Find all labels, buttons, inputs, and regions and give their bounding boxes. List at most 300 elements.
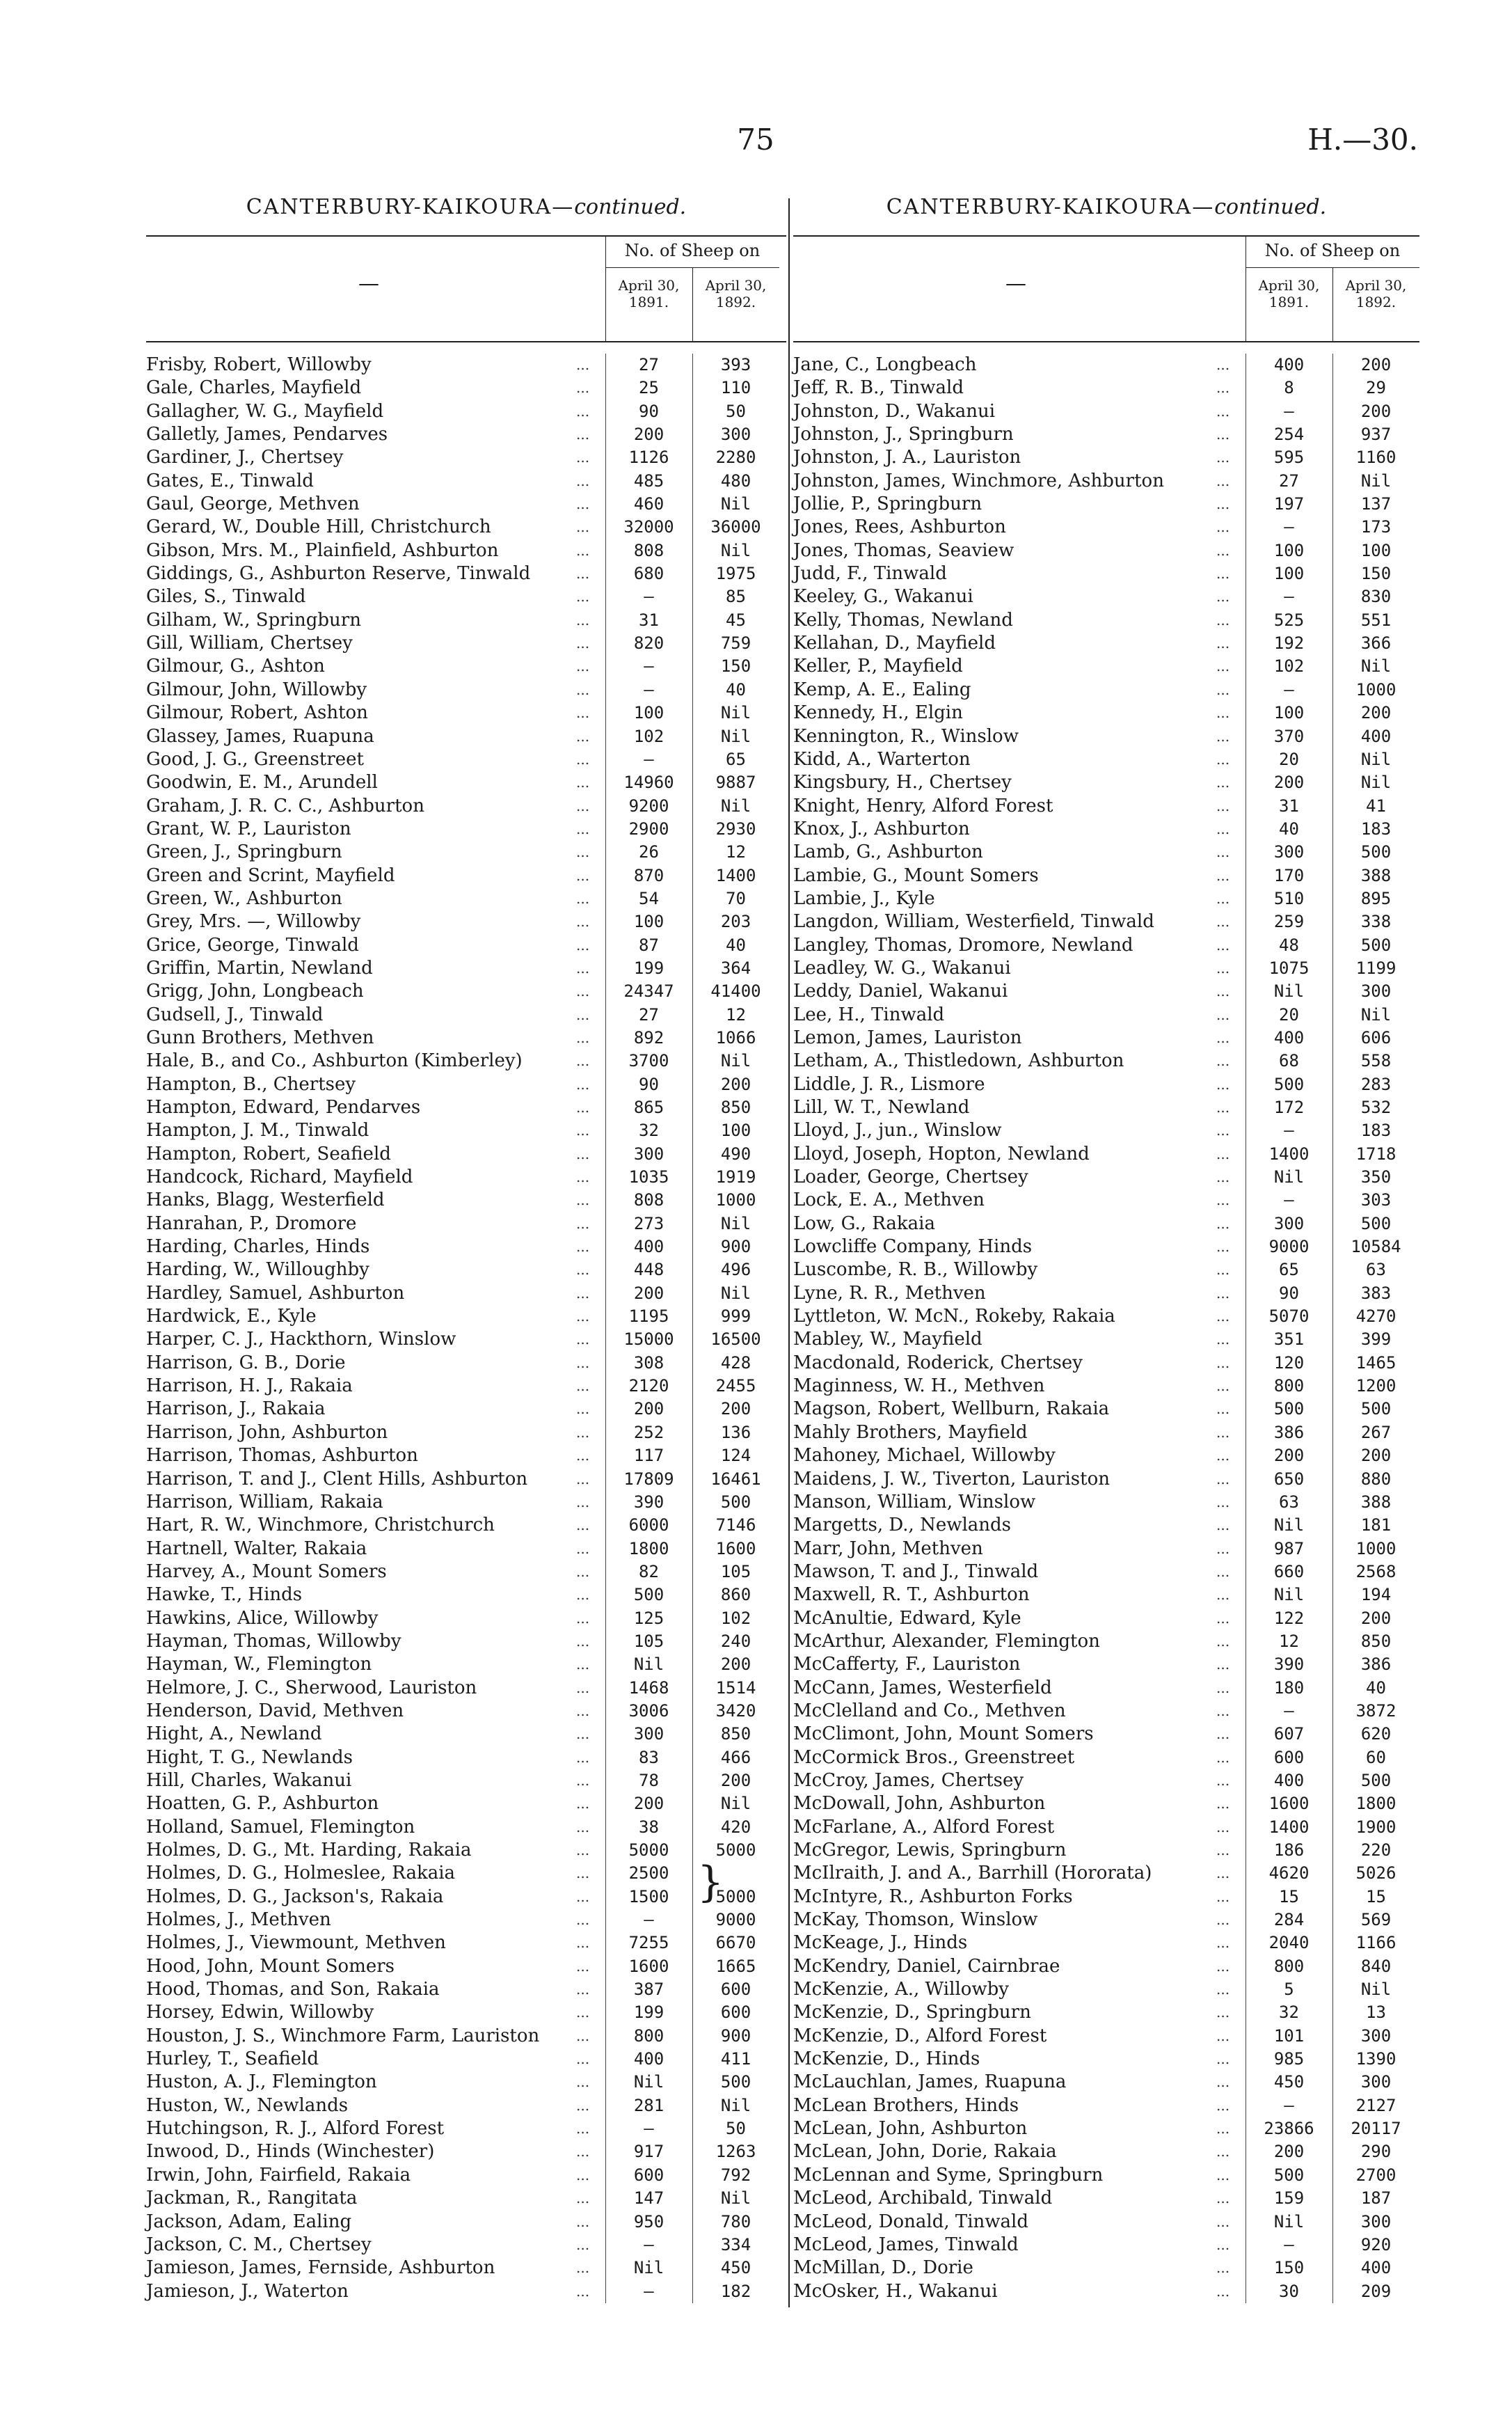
sheep-1892-value: Nil — [720, 2188, 751, 2209]
leader-dots: ... — [1216, 1865, 1230, 1882]
table-row — [146, 1862, 786, 1885]
sheep-1892-value: 428 — [720, 1352, 751, 1373]
sheep-1891-value: 17809 — [623, 1469, 674, 1489]
table-row — [793, 1839, 1419, 1862]
row-name: McLeod, Archibald, Tinwald — [793, 2188, 1053, 2209]
row-name: McLean, John, Ashburton — [793, 2118, 1028, 2140]
row-name: McLeod, Donald, Tinwald — [793, 2211, 1029, 2232]
table-row — [793, 1514, 1419, 1537]
sheep-1891-value: 125 — [633, 1608, 665, 1628]
row-name: Huston, W., Newlands — [146, 2094, 349, 2116]
sheep-1892-value: 780 — [720, 2211, 751, 2232]
column-rule — [1332, 354, 1333, 2303]
row-name: Kellahan, D., Mayfield — [793, 633, 996, 654]
row-name: Magson, Robert, Wellburn, Rakaia — [793, 1398, 1110, 1420]
sheep-1891-value: 450 — [1273, 2072, 1305, 2092]
row-name: Lee, H., Tinwald — [793, 1004, 945, 1025]
table-row — [146, 2164, 786, 2187]
sheep-1891-value: 200 — [633, 1794, 665, 1814]
table-row — [146, 562, 786, 585]
sheep-1891-value: 105 — [633, 1631, 665, 1651]
table-row — [146, 1607, 786, 1630]
sheep-1892-value: 830 — [1360, 587, 1392, 607]
sheep-1892-value: 105 — [720, 1561, 751, 1581]
row-name: Horsey, Edwin, Willowby — [146, 2002, 374, 2023]
leader-dots: ... — [576, 1308, 590, 1325]
row-name: Green, J., Springburn — [146, 842, 342, 863]
table-row — [146, 841, 786, 864]
row-name: McLean, John, Dorie, Rakaia — [793, 2141, 1057, 2163]
sheep-1891-value: Nil — [1273, 1585, 1305, 1605]
row-name: Gerard, W., Double Hill, Christchurch — [146, 516, 491, 538]
table-row — [146, 1212, 786, 1235]
sheep-1891-value: 987 — [1273, 1538, 1305, 1558]
row-name: Hurley, T., Seafield — [146, 2048, 319, 2070]
leader-dots: ... — [576, 704, 590, 722]
sheep-1892-value: 420 — [720, 1817, 751, 1837]
table-row — [146, 702, 786, 725]
table-row — [146, 2001, 786, 2024]
sheep-1892-value: 3420 — [715, 1700, 756, 1721]
table-row — [793, 1955, 1419, 1978]
sheep-1891-value: 199 — [633, 2003, 665, 2023]
sheep-1891-value: 90 — [1279, 1283, 1299, 1303]
table-row — [146, 1119, 786, 1142]
table-row — [146, 1839, 786, 1862]
sheep-1892-value: 1066 — [715, 1027, 756, 1048]
sheep-1891-value: 15 — [1279, 1886, 1299, 1906]
table-row — [793, 887, 1419, 910]
leader-dots: ... — [1216, 1192, 1230, 1209]
row-name: Harrison, H. J., Rakaia — [146, 1375, 353, 1397]
sheep-1892-value: 480 — [720, 471, 751, 491]
leader-dots: ... — [576, 635, 590, 652]
table-row — [793, 655, 1419, 678]
table-row — [793, 446, 1419, 469]
sheep-1891-value: 38 — [639, 1817, 659, 1837]
sheep-1892-value: 937 — [1360, 425, 1392, 445]
sheep-1891-value: 400 — [633, 1237, 665, 1257]
sheep-1891-value: 386 — [1273, 1422, 1305, 1442]
leader-dots: ... — [1216, 426, 1230, 443]
leader-dots: ... — [1216, 2190, 1230, 2207]
sheep-1892-value: 200 — [1360, 401, 1392, 421]
table-row — [146, 934, 786, 957]
row-name: Houston, J. S., Winchmore Farm, Lauriston — [146, 2025, 540, 2046]
sheep-1891-value: 9000 — [1268, 1237, 1310, 1257]
sheep-1891-value: 5 — [1284, 1980, 1294, 2000]
sheep-1891-value: 510 — [1273, 888, 1305, 908]
row-name: Jeff, R. B., Tinwald — [793, 377, 964, 399]
table-row — [146, 1050, 786, 1073]
sheep-1892-value: 500 — [720, 2072, 751, 2092]
table-row — [793, 609, 1419, 632]
sheep-1891-value: — — [644, 1910, 654, 1930]
leader-dots: ... — [576, 1540, 590, 1557]
leader-dots: ... — [576, 1563, 590, 1580]
row-name: Keeley, G., Wakanui — [793, 586, 973, 608]
sheep-1892-value: 183 — [1360, 819, 1392, 839]
leader-dots: ... — [1216, 1331, 1230, 1348]
table-row — [146, 1514, 786, 1537]
row-name: Maxwell, R. T., Ashburton — [793, 1584, 1030, 1606]
table-row — [793, 377, 1419, 400]
table-row — [146, 771, 786, 794]
sheep-1891-value: 15000 — [623, 1329, 674, 1350]
leader-dots: ... — [576, 1354, 590, 1371]
sheep-1891-value: 20 — [1279, 1004, 1299, 1025]
sheep-1892-value: 63 — [1366, 1260, 1386, 1280]
sheep-1892-value: 500 — [720, 1492, 751, 1512]
leader-dots: ... — [576, 2236, 590, 2253]
row-name: Holmes, J., Methven — [146, 1909, 331, 1931]
leader-dots: ... — [576, 2190, 590, 2207]
sheep-1891-value: 100 — [1273, 703, 1305, 723]
left-date-1892: April 30, 1892. — [705, 277, 767, 310]
table-row — [146, 1583, 786, 1606]
row-name: Grigg, John, Longbeach — [146, 981, 364, 1002]
sheep-1891-value: — — [1284, 401, 1294, 421]
sheep-1891-value: Nil — [1273, 981, 1305, 1002]
sheep-1891-value: Nil — [1273, 1167, 1305, 1187]
sheep-1891-value: 31 — [1279, 796, 1299, 816]
left-column-title — [146, 195, 786, 228]
leader-dots: ... — [576, 2004, 590, 2021]
sheep-1891-value: 8 — [1284, 378, 1294, 398]
leader-dots: ... — [576, 750, 590, 768]
sheep-1891-value: 460 — [633, 494, 665, 514]
row-name: Harrison, John, Ashburton — [146, 1421, 388, 1443]
row-name: Hayman, W., Flemington — [146, 1654, 372, 1675]
row-name: Helmore, J. C., Sherwood, Lauriston — [146, 1677, 477, 1698]
row-name: Hanks, Blagg, Westerfield — [146, 1190, 385, 1211]
sheep-1892-value: 411 — [720, 2049, 751, 2069]
sheep-1892-value: 792 — [720, 2165, 751, 2185]
table-row — [146, 2071, 786, 2094]
sheep-1891-value: 20 — [1279, 749, 1299, 769]
sheep-1892-value: 65 — [726, 749, 746, 769]
sheep-1892-value: 300 — [1360, 2025, 1392, 2046]
table-row — [793, 864, 1419, 887]
sheep-1891-value: 259 — [1273, 912, 1305, 932]
leader-dots: ... — [1216, 774, 1230, 791]
leader-dots: ... — [1216, 1563, 1230, 1580]
sheep-1892-value: 1718 — [1355, 1144, 1396, 1164]
table-row — [146, 679, 786, 702]
sheep-1892-value: 40 — [1366, 1677, 1386, 1698]
sheep-1891-value: 273 — [633, 1213, 665, 1233]
table-row — [793, 1561, 1419, 1583]
row-name: Harding, Charles, Hinds — [146, 1236, 370, 1258]
table-row — [793, 2025, 1419, 2048]
row-name: Hale, B., and Co., Ashburton (Kimberley) — [146, 1050, 523, 1072]
leader-dots: ... — [576, 1818, 590, 1835]
sheep-1891-value: — — [644, 656, 654, 677]
sheep-1892-value: 267 — [1360, 1422, 1392, 1442]
leader-dots: ... — [1216, 1377, 1230, 1395]
sheep-1892-value: 50 — [726, 2119, 746, 2139]
table-row — [793, 1235, 1419, 1258]
row-name: Gill, William, Chertsey — [146, 633, 353, 654]
sheep-1891-value: 1035 — [628, 1167, 669, 1187]
leader-dots: ... — [576, 1331, 590, 1348]
row-name: McKay, Thomson, Winslow — [793, 1909, 1038, 1931]
row-name: Graham, J. R. C. C., Ashburton — [146, 795, 424, 816]
table-row — [793, 562, 1419, 585]
leader-dots: ... — [1216, 1748, 1230, 1766]
sheep-1892-value: 1390 — [1355, 2049, 1396, 2069]
table-row — [146, 1769, 786, 1792]
table-row — [793, 725, 1419, 748]
leader-dots: ... — [1216, 1934, 1230, 1952]
sheep-1892-value: 1263 — [715, 2142, 756, 2162]
sheep-1891-value: 150 — [1273, 2258, 1305, 2278]
row-name: Jamieson, J., Waterton — [146, 2280, 349, 2302]
sheep-1892-value: 150 — [1360, 564, 1392, 584]
sheep-1891-value: — — [1284, 2095, 1294, 2115]
table-row — [793, 1607, 1419, 1630]
sheep-1892-value: 15 — [1366, 1886, 1386, 1906]
row-name: McCormick Bros., Greenstreet — [793, 1746, 1075, 1768]
sheep-1892-value: 895 — [1360, 888, 1392, 908]
sheep-1891-value: 26 — [639, 842, 659, 862]
table-row — [146, 1143, 786, 1166]
table-row — [793, 632, 1419, 655]
leader-dots: ... — [1216, 1517, 1230, 1534]
sheep-1891-value: 83 — [639, 1747, 659, 1767]
table-row — [146, 725, 786, 748]
row-name: Lill, W. T., Newland — [793, 1097, 970, 1118]
table-row — [793, 2117, 1419, 2140]
table-row — [146, 400, 786, 423]
sheep-1891-value: 199 — [633, 958, 665, 978]
table-row — [146, 2117, 786, 2140]
sheep-1892-value: Nil — [1360, 656, 1392, 677]
row-name: Harrison, G. B., Dorie — [146, 1352, 346, 1373]
sheep-1892-value: 303 — [1360, 1190, 1392, 1210]
leader-dots: ... — [1216, 1284, 1230, 1302]
row-name: Gibson, Mrs. M., Plainfield, Ashburton — [146, 539, 499, 561]
sheep-1891-value: 917 — [633, 2142, 665, 2162]
sheep-1892-value: Nil — [1360, 1004, 1392, 1025]
row-name: Irwin, John, Fairfield, Rakaia — [146, 2164, 411, 2186]
sheep-1891-value: 1600 — [1268, 1794, 1310, 1814]
leader-dots: ... — [576, 867, 590, 884]
sheep-1892-value: 393 — [720, 355, 751, 374]
table-row — [793, 2094, 1419, 2117]
sheep-1891-value: 400 — [633, 2049, 665, 2069]
table-row — [793, 1862, 1419, 1885]
sheep-1891-value: 600 — [1273, 1747, 1305, 1767]
row-name: Huston, A. J., Flemington — [146, 2071, 377, 2093]
sheep-1892-value: 900 — [720, 1237, 751, 1257]
row-name: Hight, T. G., Newlands — [146, 1746, 353, 1768]
row-name: Lambie, J., Kyle — [793, 887, 935, 909]
row-name: Jane, C., Longbeach — [793, 354, 977, 375]
table-row — [793, 2048, 1419, 2071]
leader-dots: ... — [1216, 2166, 1230, 2183]
leader-dots: ... — [1216, 1981, 1230, 1998]
table-row — [793, 2187, 1419, 2210]
leader-dots: ... — [576, 1771, 590, 1789]
row-name: Manson, William, Winslow — [793, 1491, 1036, 1512]
row-name: Frisby, Robert, Willowby — [146, 354, 372, 375]
sheep-1892-value: 500 — [1360, 935, 1392, 955]
sheep-1892-value: 16500 — [710, 1329, 761, 1350]
row-name: Hoatten, G. P., Ashburton — [146, 1793, 379, 1815]
table-row — [146, 1886, 786, 1909]
table-row — [793, 1444, 1419, 1467]
leader-dots: ... — [1216, 658, 1230, 675]
leader-dots: ... — [576, 1795, 590, 1812]
sheep-1892-value: 999 — [720, 1306, 751, 1327]
leader-dots: ... — [1216, 2027, 1230, 2044]
sheep-1891-value: 820 — [633, 633, 665, 654]
table-row — [793, 2001, 1419, 2024]
leader-dots: ... — [576, 402, 590, 420]
sheep-1891-value: 27 — [639, 1004, 659, 1025]
row-name: Jamieson, James, Fernside, Ashburton — [146, 2257, 495, 2279]
sheep-1892-value: 4270 — [1355, 1306, 1396, 1327]
table-row — [793, 470, 1419, 493]
leader-dots: ... — [576, 1169, 590, 1186]
row-name: Mahoney, Michael, Willowby — [793, 1445, 1056, 1467]
right-rows — [793, 354, 1419, 2303]
row-name: Kidd, A., Warterton — [793, 748, 971, 770]
row-name: Giddings, G., Ashburton Reserve, Tinwald — [146, 563, 531, 585]
leader-dots: ... — [576, 1377, 590, 1395]
leader-dots: ... — [1216, 727, 1230, 745]
leader-dots: ... — [1216, 1656, 1230, 1673]
sheep-1892-value: 110 — [720, 378, 751, 398]
sheep-1891-value: 200 — [1273, 2142, 1305, 2162]
sheep-1892-value: 100 — [1360, 540, 1392, 560]
sheep-1892-value: 41400 — [710, 981, 761, 1002]
leader-dots: ... — [576, 1748, 590, 1766]
row-name: Lloyd, Joseph, Hopton, Newland — [793, 1143, 1090, 1164]
table-row — [146, 1189, 786, 1212]
leader-dots: ... — [1216, 1957, 1230, 1975]
leader-dots: ... — [1216, 1888, 1230, 1905]
row-name: Harper, C. J., Hackthorn, Winslow — [146, 1329, 456, 1350]
sheep-1892-value: 500 — [1360, 1213, 1392, 1233]
leader-dots: ... — [1216, 1702, 1230, 1719]
leader-dots: ... — [576, 1099, 590, 1116]
sheep-1892-value: 466 — [720, 1747, 751, 1767]
leader-dots: ... — [576, 1215, 590, 1232]
leader-dots: ... — [576, 426, 590, 443]
sheep-1891-value: 1500 — [628, 1886, 669, 1906]
sheep-1892-value: 338 — [1360, 912, 1392, 932]
sheep-1892-value: 183 — [1360, 1121, 1392, 1141]
sheep-1891-value: 1075 — [1268, 958, 1310, 978]
sheep-1891-value: Nil — [633, 1654, 665, 1675]
sheep-1892-value: 12 — [726, 842, 746, 862]
row-name: McCann, James, Westerfield — [793, 1677, 1052, 1698]
leader-dots: ... — [1216, 1818, 1230, 1835]
table-row — [793, 2211, 1419, 2234]
sheep-1892-value: 200 — [1360, 1608, 1392, 1628]
leader-dots: ... — [576, 1493, 590, 1510]
sheep-1891-value: 1800 — [628, 1538, 669, 1558]
sheep-1891-value: 102 — [1273, 656, 1305, 677]
table-row — [146, 1282, 786, 1305]
sheep-1891-value: 63 — [1279, 1492, 1299, 1512]
sheep-1892-value: 290 — [1360, 2142, 1392, 2162]
sheep-1892-value: 364 — [720, 958, 751, 978]
sheep-1892-value: 300 — [1360, 2072, 1392, 2092]
table-row — [793, 423, 1419, 446]
table-row — [793, 1375, 1419, 1398]
row-name: Hampton, B., Chertsey — [146, 1073, 356, 1095]
row-name: Lock, E. A., Methven — [793, 1190, 985, 1211]
sheep-1891-value: 390 — [1273, 1654, 1305, 1675]
row-name: Gates, E., Tinwald — [146, 470, 314, 491]
sheep-1891-value: 600 — [633, 2165, 665, 2185]
leader-dots: ... — [576, 1423, 590, 1441]
sheep-1892-value: 386 — [1360, 1654, 1392, 1675]
leader-dots: ... — [1216, 588, 1230, 606]
table-row — [146, 864, 786, 887]
leader-dots: ... — [1216, 1006, 1230, 1023]
sheep-1892-value: 200 — [720, 1074, 751, 1094]
table-row — [146, 1538, 786, 1561]
table-row — [793, 1630, 1419, 1653]
row-name: Harrison, T. and J., Clent Hills, Ashburton — [146, 1468, 528, 1490]
table-row — [146, 1723, 786, 1746]
sheep-1892-value: 187 — [1360, 2188, 1392, 2209]
sheep-1892-value: 12 — [726, 1004, 746, 1025]
table-row — [146, 2211, 786, 2234]
sheep-1892-value: 850 — [1360, 1631, 1392, 1651]
right-column — [793, 195, 1419, 2303]
row-name: Holmes, D. G., Mt. Harding, Rakaia — [146, 1840, 472, 1861]
sheep-1892-value: 366 — [1360, 633, 1392, 654]
row-name: Inwood, D., Hinds (Winchester) — [146, 2141, 435, 2163]
sheep-1891-value: 30 — [1279, 2281, 1299, 2301]
sheep-1891-value: 351 — [1273, 1329, 1305, 1350]
sheep-1891-value: 200 — [633, 1283, 665, 1303]
sheep-1891-value: 390 — [633, 1492, 665, 1512]
row-name: Hart, R. W., Winchmore, Christchurch — [146, 1515, 495, 1536]
row-name: Lyttleton, W. McN., Rokeby, Rakaia — [793, 1306, 1115, 1327]
sheep-1891-value: 90 — [639, 1074, 659, 1094]
table-row — [146, 1421, 786, 1444]
sheep-1892-value: Nil — [1360, 749, 1392, 769]
row-name: McKendry, Daniel, Cairnbrae — [793, 1955, 1060, 1977]
sheep-1892-value: Nil — [720, 1051, 751, 1071]
table-row — [793, 1723, 1419, 1746]
row-name: Kingsbury, H., Chertsey — [793, 772, 1012, 793]
leader-dots: ... — [576, 681, 590, 698]
sheep-1892-value: 200 — [1360, 703, 1392, 723]
right-title-text: CANTERBURY-KAIKOURA— — [886, 195, 1215, 219]
sheep-1891-value: 892 — [633, 1027, 665, 1048]
row-name: Loader, George, Chertsey — [793, 1167, 1028, 1188]
sheep-1891-value: — — [1284, 1190, 1294, 1210]
table-row — [146, 2048, 786, 2071]
sheep-1892-value: Nil — [720, 2095, 751, 2115]
row-name: Harding, W., Willoughby — [146, 1259, 369, 1281]
leader-dots: ... — [576, 1981, 590, 1998]
row-name: Lloyd, J., jun., Winslow — [793, 1120, 1002, 1142]
table-row — [146, 1305, 786, 1328]
row-name: Mawson, T. and J., Tinwald — [793, 1561, 1039, 1582]
sheep-1891-value: — — [1284, 2234, 1294, 2254]
table-row — [146, 1491, 786, 1514]
leader-dots: ... — [576, 379, 590, 397]
row-name: Jackson, Adam, Ealing — [146, 2211, 352, 2232]
